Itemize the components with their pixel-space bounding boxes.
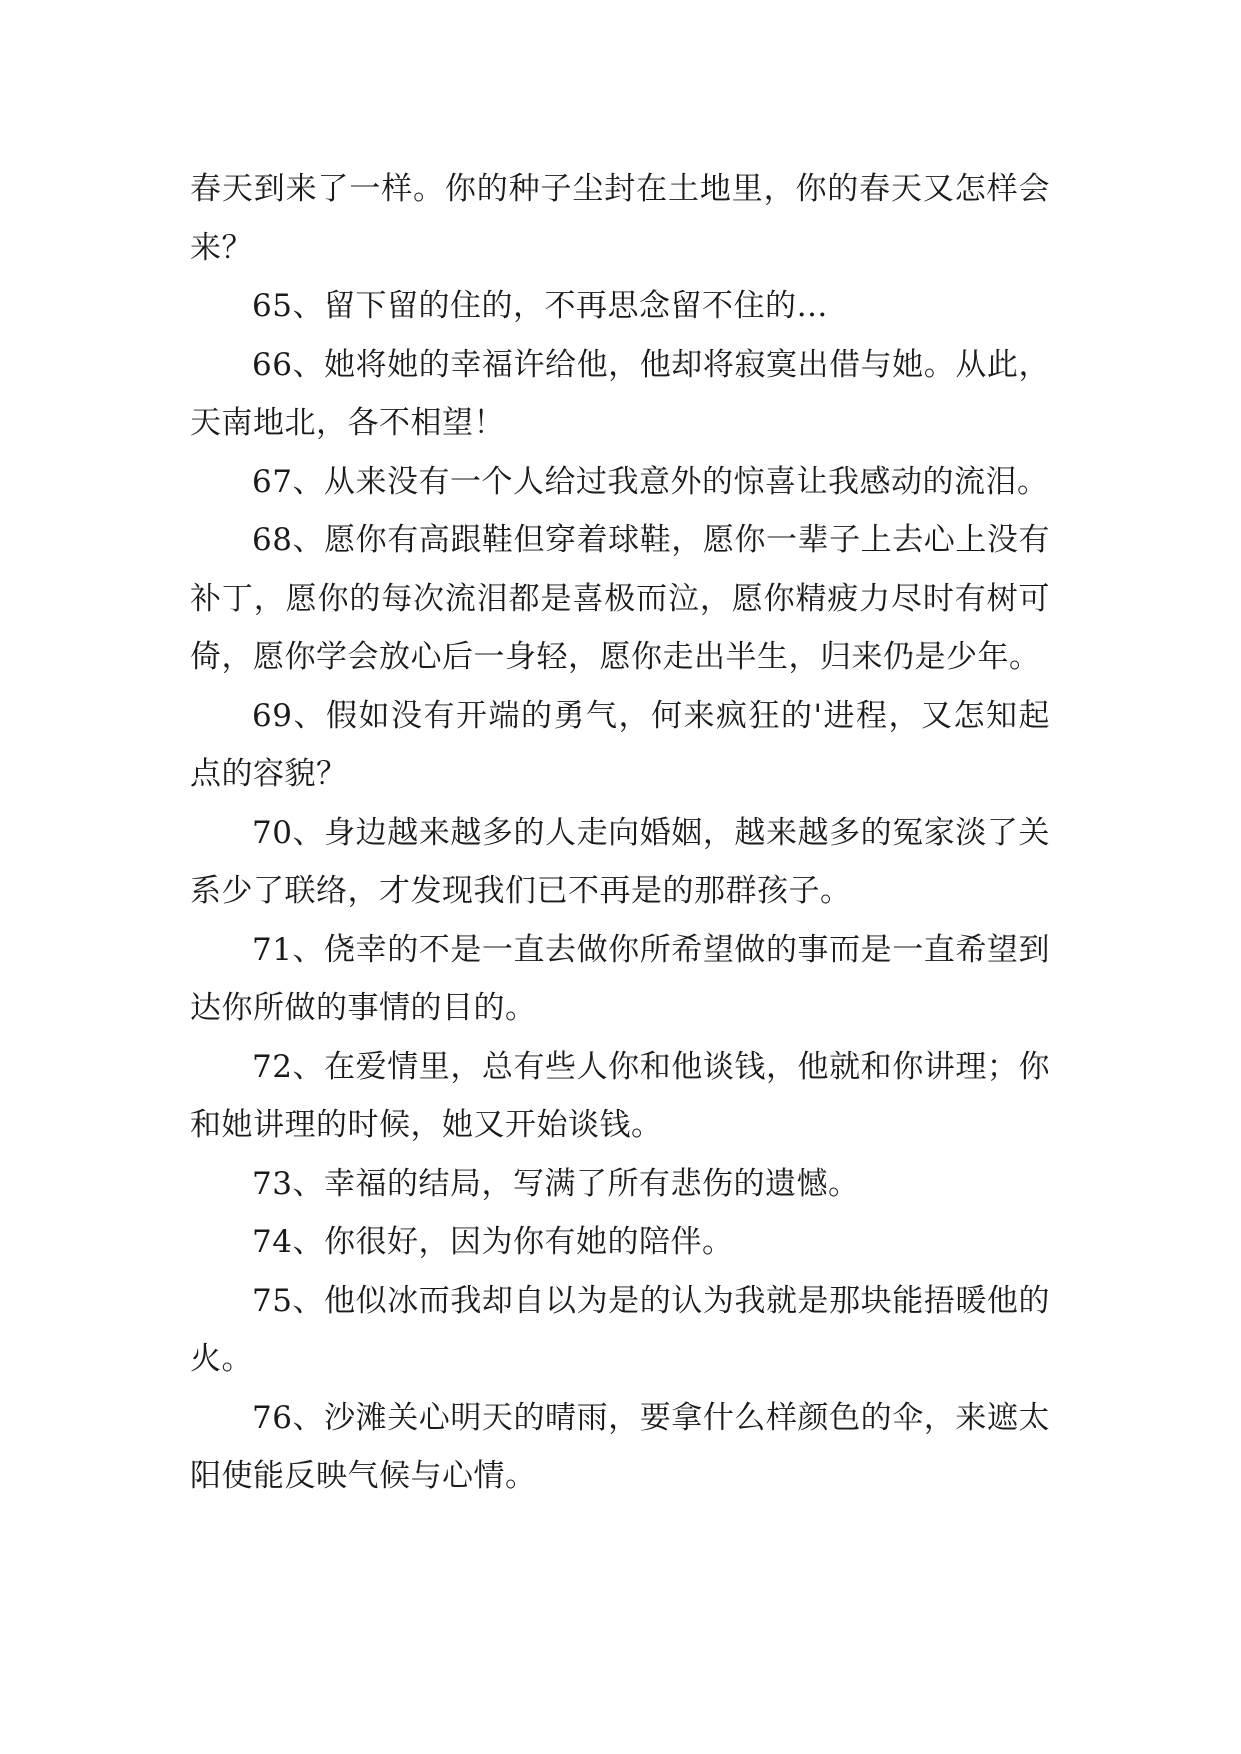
paragraph-67: 67、从来没有一个人给过我意外的惊喜让我感动的流泪。 — [252, 463, 1049, 500]
paragraph-72: 72、在爱情里，总有些人你和他谈钱，他就和你讲理；你和她讲理的时候，她又开始谈钱。 — [190, 1048, 1050, 1143]
paragraph-76: 76、沙滩关心明天的晴雨，要拿什么样颜色的伞，来遮太阳使能反映气候与心情。 — [190, 1399, 1050, 1494]
paragraph-71: 71、侥幸的不是一直去做你所希望做的事而是一直希望到达你所做的事情的目的。 — [190, 931, 1050, 1026]
paragraph-74: 74、你很好，因为你有她的陪伴。 — [252, 1224, 734, 1260]
paragraph-75: 75、他似冰而我却自以为是的认为我就是那块能捂暖他的火。 — [190, 1282, 1050, 1377]
document-body — [190, 160, 1050, 1506]
paragraph-73: 73、幸福的结局，写满了所有悲伤的遗憾。 — [252, 1165, 860, 1202]
paragraph-66: 66、她将她的幸福许给他，他却将寂寞出借与她。从此，天南地北，各不相望！ — [190, 346, 1050, 441]
paragraph-68: 68、愿你有高跟鞋但穿着球鞋，愿你一辈子上去心上没有补丁，愿你的每次流泪都是喜极而泣，愿你精疲力尽时有树可倚，愿你学会放心后一身轻，愿你走出半生，归来仍是少年。 — [190, 522, 1050, 675]
paragraph-65: 65、留下留的住的，不再思念留不住的… — [252, 288, 828, 324]
paragraph-continuation: 春天到来了一样。你的种子尘封在土地里，你的春天又怎样会来？ — [190, 171, 1050, 266]
paragraph-69: 69、假如没有开端的勇气，何来疯狂的'进程，又怎知起点的容貌？ — [190, 697, 1050, 792]
paragraph-70: 70、身边越来越多的人走向婚姻，越来越多的冤家淡了关系少了联络，才发现我们已不再是的那群孩子。 — [190, 814, 1050, 909]
